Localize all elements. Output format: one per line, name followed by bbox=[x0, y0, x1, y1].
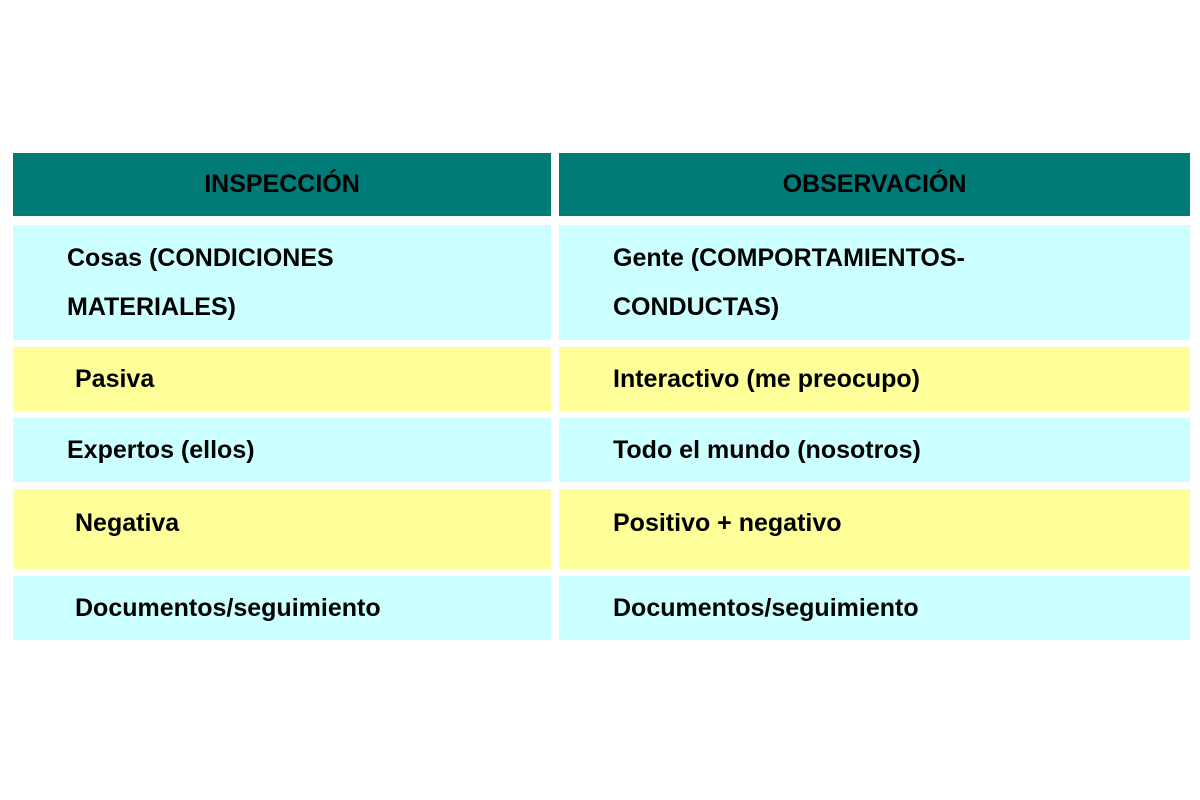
table-cell-left: Negativa bbox=[13, 489, 551, 569]
table-cell-left bbox=[13, 225, 551, 340]
comparison-table bbox=[13, 153, 1190, 647]
table-cell-right: Documentos/seguimiento bbox=[559, 576, 1190, 640]
table-cell-right bbox=[559, 225, 1190, 340]
cell-text-line: MATERIALES) bbox=[67, 293, 236, 321]
table-cell-right: Todo el mundo (nosotros) bbox=[559, 418, 1190, 482]
header-observacion: OBSERVACIÓN bbox=[559, 153, 1190, 216]
table-cell-left: Expertos (ellos) bbox=[13, 418, 551, 482]
cell-text-line: Cosas (CONDICIONES bbox=[67, 244, 334, 272]
cell-text-line: Gente (COMPORTAMIENTOS- bbox=[613, 244, 965, 272]
table-cell-left: Documentos/seguimiento bbox=[13, 576, 551, 640]
table-cell-right: Interactivo (me preocupo) bbox=[559, 347, 1190, 411]
table-cell-left: Pasiva bbox=[13, 347, 551, 411]
table-cell-right: Positivo + negativo bbox=[559, 489, 1190, 569]
cell-text-line: CONDUCTAS) bbox=[613, 293, 780, 321]
header-inspeccion: INSPECCIÓN bbox=[13, 153, 551, 216]
